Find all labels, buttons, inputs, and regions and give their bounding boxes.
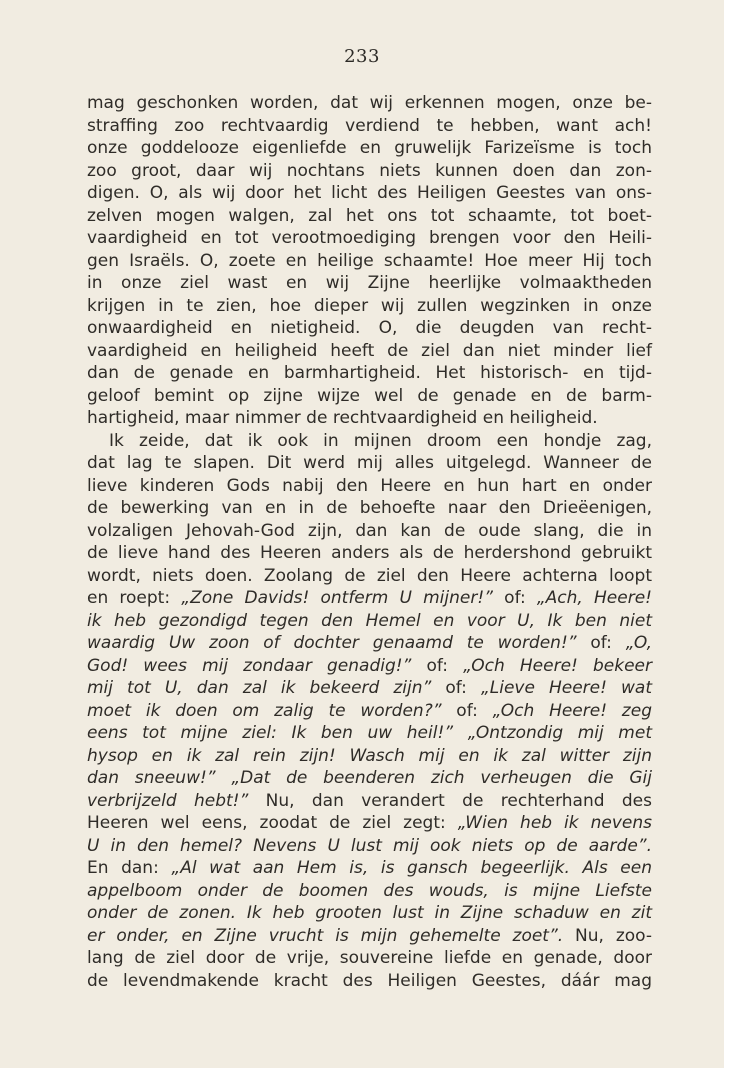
- text-line: [87, 767, 652, 790]
- italic-segment: God! wees mij zondaar genadig!”: [87, 655, 412, 676]
- text-segment: of:: [441, 700, 493, 721]
- text-segment: Heeren wel eens, zoodat de ziel zegt:: [87, 813, 458, 833]
- text-segment: [216, 768, 232, 788]
- italic-segment: appelboom onder de boomen des wouds, is mijne Liefste: [87, 880, 652, 901]
- text-line: [87, 362, 652, 385]
- page-number: 233: [344, 46, 380, 67]
- text-segment: Nu, zoo-: [563, 925, 652, 946]
- text-line: [87, 340, 652, 363]
- italic-segment: dan sneeuw!”: [87, 768, 216, 788]
- text-line: [87, 272, 652, 295]
- italic-segment: mij tot U, dan zal ik bekeerd zijn”: [87, 678, 432, 698]
- text-segment: digen. O, als wij door het licht des Heiligen Geestes van ons-: [87, 183, 652, 203]
- text-segment: lang de ziel door de vrije, souvereine liefde en genade, door: [87, 948, 652, 968]
- text-line: [87, 160, 652, 183]
- text-segment: mag geschonken worden, dat wij erkennen mogen, onze be-: [87, 93, 652, 113]
- text-line: [87, 745, 652, 768]
- italic-segment: „Zone Davids! ontferm U mijner!”: [181, 588, 493, 608]
- italic-segment: U in den hemel? Nevens U lust mij ook niets op de aarde”.: [87, 835, 652, 856]
- text-segment: dan de genade en barmhartigheid. Het historisch- en tijd-: [87, 363, 652, 383]
- text-segment: Ik zeide, dat ik ook in mijnen droom een hondje zag,: [109, 430, 652, 451]
- text-line: [87, 925, 652, 948]
- body-text: [87, 92, 652, 992]
- text-line: [87, 565, 652, 588]
- text-line: [87, 182, 652, 205]
- text-line: [87, 227, 652, 250]
- text-line: [87, 520, 652, 543]
- text-segment: de levendmakende kracht des Heiligen Geestes, dáár mag: [87, 970, 652, 991]
- italic-segment: onder de zonen. Ik heb grooten lust in Zijne schaduw en zit: [87, 903, 652, 923]
- text-line: [87, 902, 652, 925]
- text-line: [87, 497, 652, 520]
- text-segment: de lieve hand des Heeren anders als de herdershond gebruikt: [87, 543, 652, 563]
- text-line: [87, 475, 652, 498]
- italic-segment: ik heb gezondigd tegen den Hemel en voor U, Ik ben niet: [87, 610, 652, 631]
- text-line: [87, 295, 652, 318]
- text-segment: volzaligen Jehovah-God zijn, dan kan de oude slang, die in: [87, 520, 652, 541]
- text-segment: zoo groot, daar wij nochtans niets kunnen doen dan zon-: [87, 160, 652, 181]
- text-line: [87, 115, 652, 138]
- italic-segment: „Och Heere! zeg: [492, 700, 652, 721]
- text-line: [87, 407, 652, 430]
- text-segment: hartigheid, maar nimmer de rechtvaardigheid en heiligheid.: [87, 408, 598, 428]
- text-segment: lieve kinderen Gods nabij den Heere en hun hart en onder: [87, 475, 652, 496]
- text-line: [87, 880, 652, 903]
- text-segment: krijgen in te zien, hoe dieper wij zullen wegzinken in onze: [87, 295, 652, 316]
- text-segment: straffing zoo rechtvaardig verdiend te hebben, want ach!: [87, 115, 652, 136]
- text-segment: vaardigheid en tot verootmoediging brengen voor den Heili-: [87, 228, 652, 248]
- text-segment: wordt, niets doen. Zoolang de ziel den Heere achterna loopt: [87, 565, 652, 586]
- italic-segment: „Ach, Heere!: [536, 588, 652, 608]
- text-line: [87, 947, 652, 970]
- italic-segment: hysop en ik zal rein zijn! Wasch mij en ik zal witter zijn: [87, 745, 652, 766]
- text-segment: geloof bemint op zijne wijze wel de genade en de barm-: [87, 385, 652, 406]
- text-line: [87, 205, 652, 228]
- italic-segment: „Al wat aan Hem is, is gansch begeerlijk. Als een: [171, 858, 652, 878]
- italic-segment: „Och Heere! bekeer: [463, 655, 652, 676]
- italic-segment: „Dat de beenderen zich verheugen die Gij: [231, 768, 652, 788]
- text-segment: of:: [492, 588, 537, 608]
- text-line: [87, 812, 652, 835]
- text-line: [87, 857, 652, 880]
- italic-segment: „O,: [625, 633, 652, 653]
- text-line: [87, 835, 652, 858]
- text-segment: of:: [431, 678, 481, 698]
- text-segment: gen Israëls. O, zoete en heilige schaamte! Hoe meer Hij toch: [87, 250, 652, 271]
- text-segment: En dan:: [87, 858, 172, 878]
- text-segment: [453, 723, 468, 743]
- text-line: [87, 610, 652, 633]
- text-segment: onwaardigheid en nietigheid. O, die deugden van recht-: [87, 318, 652, 338]
- text-segment: zelven mogen walgen, zal het ons tot schaamte, tot boet-: [87, 205, 652, 226]
- text-segment: onze goddelooze eigenliefde en gruwelijk Farizeïsme is toch: [87, 138, 652, 158]
- text-line: [87, 92, 652, 115]
- text-segment: dat lag te slapen. Dit werd mij alles uitgelegd. Wanneer de: [87, 453, 652, 473]
- text-line: [87, 790, 652, 813]
- italic-segment: er onder, en Zijne vrucht is mijn gehemelte zoet”.: [87, 925, 564, 946]
- text-line: [87, 655, 652, 678]
- italic-segment: waardig Uw zoon of dochter genaamd te worden!”: [87, 633, 577, 653]
- italic-segment: „Ontzondig mij met: [467, 723, 652, 743]
- text-line: [87, 385, 652, 408]
- text-line: [87, 430, 652, 453]
- italic-segment: „Wien heb ik nevens: [457, 813, 652, 833]
- text-segment: in onze ziel wast en wij Zijne heerlijke volmaaktheden: [87, 273, 652, 293]
- text-segment: vaardigheid en heiligheid heeft de ziel dan niet minder lief: [87, 340, 652, 361]
- text-line: [87, 542, 652, 565]
- text-line: [87, 677, 652, 700]
- text-line: [87, 452, 652, 475]
- italic-segment: verbrijzeld hebt!”: [87, 790, 249, 811]
- text-line: [87, 250, 652, 273]
- text-segment: of:: [576, 633, 626, 653]
- text-line: [87, 722, 652, 745]
- text-segment: de bewerking van en in de behoefte naar den Drieëenigen,: [87, 498, 652, 518]
- italic-segment: eens tot mijne ziel: Ik ben uw heil!”: [87, 723, 454, 743]
- text-line: [87, 587, 652, 610]
- text-line: [87, 632, 652, 655]
- text-line: [87, 970, 652, 993]
- italic-segment: „Lieve Heere! wat: [480, 678, 652, 698]
- text-segment: en roept:: [87, 588, 182, 608]
- text-line: [87, 317, 652, 340]
- text-segment: Nu, dan verandert de rechterhand des: [248, 790, 652, 811]
- text-line: [87, 137, 652, 160]
- text-segment: of:: [411, 655, 464, 676]
- text-line: [87, 700, 652, 723]
- italic-segment: moet ik doen om zalig te worden?”: [87, 700, 442, 721]
